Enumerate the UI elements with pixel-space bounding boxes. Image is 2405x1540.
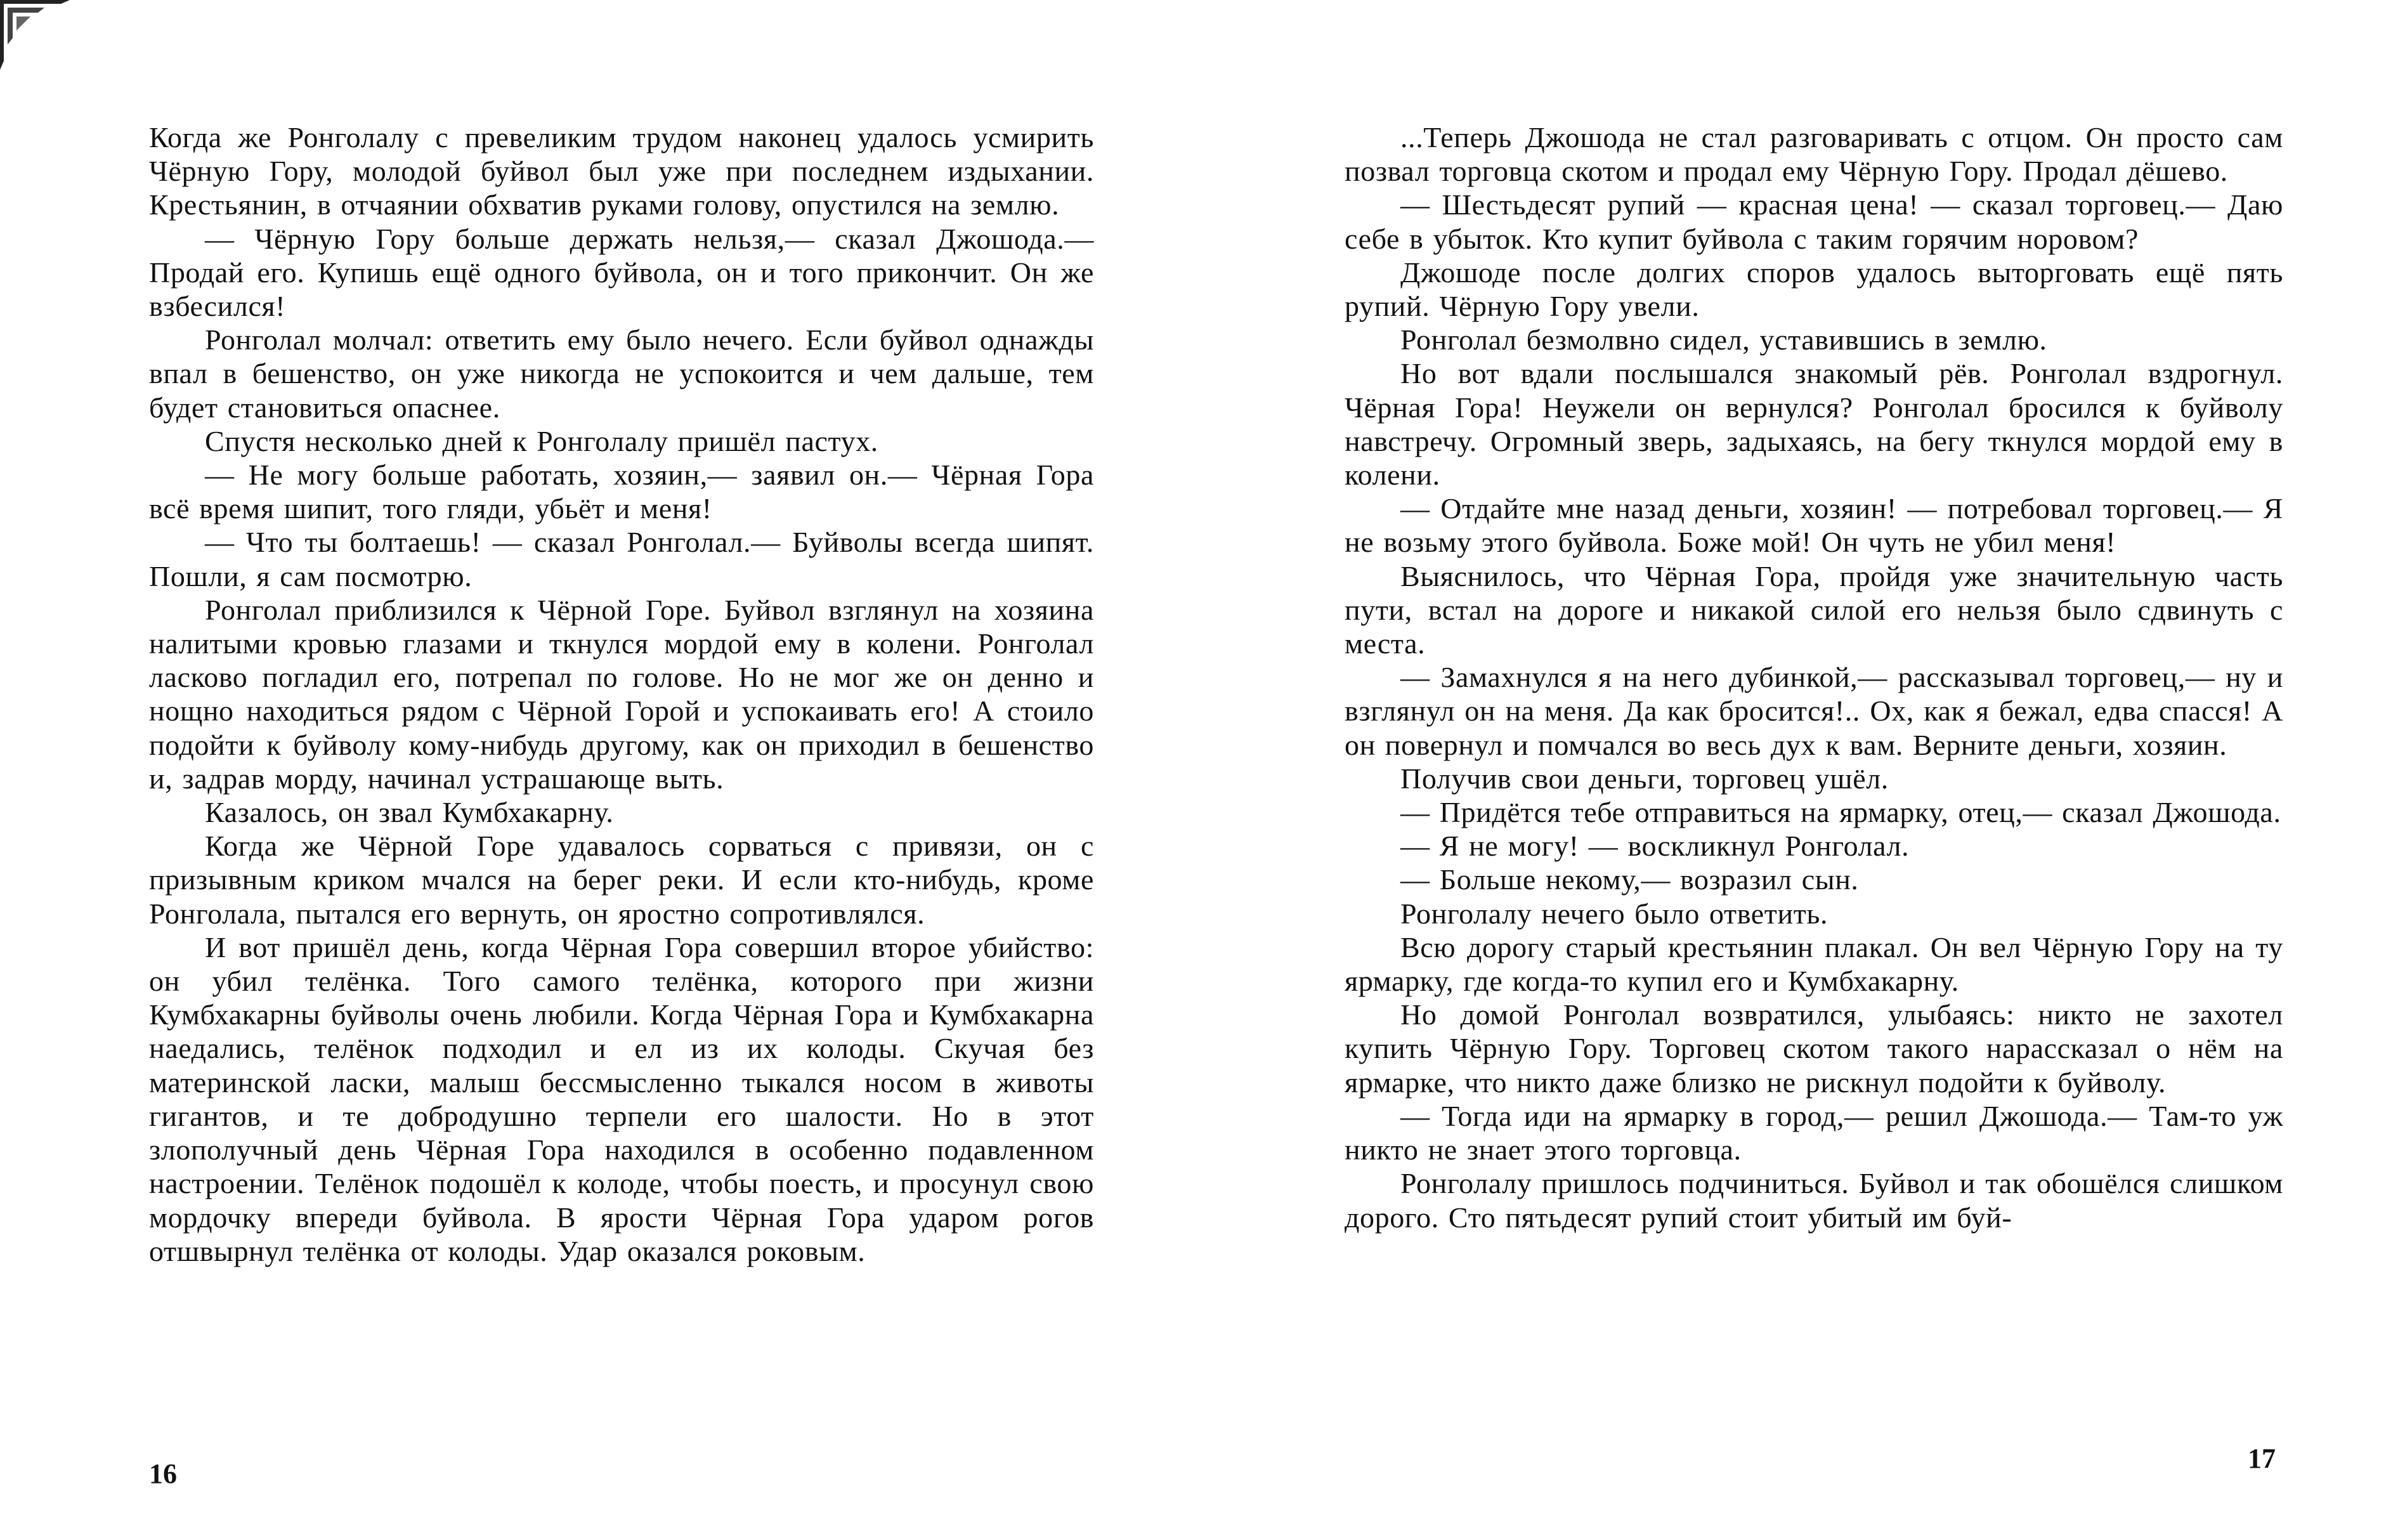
paragraph: Ронголал приблизился к Чёрной Горе. Буйвол взглянул на хозяина налитыми кровью глазами и ткнулся мордой ему в колени. Ронголал ласково погладил его, потрепал по голове. Но не мог же он денно и нощно находиться рядом с Чёрной Горой и успокаивать его! А стоило подойти к буйволу кому-нибудь другому, как он приходил в бешенство и, задрав морду, начинал устрашающе выть.	[149, 593, 1094, 795]
paragraph: Ронголалу пришлось подчиниться. Буйвол и так обошёлся слишком дорого. Сто пятьдесят рупий стоит убитый им буй-	[1345, 1167, 2283, 1234]
paragraph: — Придётся тебе отправиться на ярмарку, отец,— сказал Джошода.	[1400, 796, 2281, 829]
paragraph: Ронголалу нечего было ответить.	[1400, 897, 1828, 930]
corner-ornament	[0, 0, 70, 70]
paragraph: Получив свои деньги, торговец ушёл.	[1400, 762, 1889, 795]
paragraph: И вот пришёл день, когда Чёрная Гора совершил второе убийство: он убил телёнка. Того самого телёнка, которого при жизни Кумбхакарны буйволы очень любили. Когда Чёрная Гора и Кумбхакарна наедались, телёнок подходил и ел из их колоды. Скучая без материнской ласки, малыш бессмысленно тыкался носом в животы гигантов, и те добродушно терпели его шалости. Но в этот злополучный день Чёрная Гора находился в особенно подавленном настроении. Телёнок подошёл к колоде, чтобы поесть, и просунул свою мордочку впереди буйвола. В ярости Чёрная Гора ударом рогов отшвырнул телёнка от колоды. Удар оказался роковым.	[149, 930, 1094, 1267]
page-number-right: 17	[2248, 1443, 2276, 1474]
paragraph: — Отдайте мне назад деньги, хозяин! — потребовал торговец.— Я не возьму этого буйвола. Боже мой! Он чуть не убил меня!	[1345, 492, 2283, 559]
paragraph: — Я не могу! — воскликнул Ронголал.	[1400, 830, 1910, 863]
paragraph: Ронголал молчал: ответить ему было нечего. Если буйвол однажды впал в бешенство, он уже никогда не успокоится и чем дальше, тем будет становиться опаснее.	[149, 323, 1094, 424]
paragraph: Но домой Ронголал возвратился, улыбаясь: никто не захотел купить Чёрную Гору. Торговец скотом такого нарассказал о нём на ярмарке, что никто даже близко не рискнул подойти к буйволу.	[1345, 998, 2283, 1099]
paragraph: — Шестьдесят рупий — красная цена! — сказал торговец.— Даю себе в убыток. Кто купит буйвола с таким горячим норовом?	[1345, 188, 2283, 255]
paragraph: Ронголал безмолвно сидел, уставившись в землю.	[1400, 323, 2047, 356]
right-page	[1345, 121, 2283, 1234]
paragraph: — Замахнулся я на него дубинкой,— рассказывал торговец,— ну и взглянул он на меня. Да как бросится!.. Ох, как я бежал, едва спасся! А он повернул и помчался во весь дух к вам. Верните деньги, хозяин.	[1345, 661, 2283, 761]
paragraph: Выяснилось, что Чёрная Гора, пройдя уже значительную часть пути, встал на дороге и никакой силой его нельзя было сдвинуть с места.	[1345, 559, 2283, 660]
paragraph: — Что ты болтаешь! — сказал Ронголал.— Буйволы всегда шипят. Пошли, я сам посмотрю.	[149, 526, 1094, 592]
left-page	[149, 121, 1094, 1268]
paragraph: Казалось, он звал Кумбхакарну.	[205, 796, 614, 829]
paragraph: — Чёрную Гору больше держать нельзя,— сказал Джошода.— Продай его. Купишь ещё одного буйвола, он и того прикончит. Он же взбесился!	[149, 222, 1094, 323]
paragraph: ...Теперь Джошода не стал разговаривать с отцом. Он просто сам позвал торговца скотом и продал ему Чёрную Гору. Продал дёшево.	[1345, 121, 2283, 188]
paragraph: Джошоде после долгих споров удалось выторговать ещё пять рупий. Чёрную Гору увели.	[1345, 256, 2283, 323]
paragraph: Но вот вдали послышался знакомый рёв. Ронголал вздрогнул. Чёрная Гора! Неужели он вернулся? Ронголал бросился к буйволу навстречу. Огромный зверь, задыхаясь, на бегу ткнулся мордой ему в колени.	[1345, 357, 2283, 492]
paragraph: — Не могу больше работать, хозяин,— заявил он.— Чёрная Гора всё время шипит, того гляди, убьёт и меня!	[149, 459, 1094, 525]
paragraph: Когда же Ронголалу с превеликим трудом наконец удалось усмирить Чёрную Гору, молодой буйвол был уже при последнем издыхании. Крестьянин, в отчаянии обхватив руками голову, опустился на землю.	[149, 121, 1094, 221]
paragraph: — Тогда иди на ярмарку в город,— решил Джошода.— Там-то уж никто не знает этого торговца.	[1345, 1099, 2283, 1166]
paragraph: Спустя несколько дней к Ронголалу пришёл пастух.	[205, 424, 878, 457]
page-number-left: 16	[149, 1458, 177, 1489]
paragraph: Всю дорогу старый крестьянин плакал. Он вел Чёрную Гору на ту ярмарку, где когда-то купил его и Кумбхакарну.	[1345, 930, 2283, 998]
paragraph: — Больше некому,— возразил сын.	[1400, 863, 1859, 896]
paragraph: Когда же Чёрной Горе удавалось сорваться с привязи, он с призывным криком мчался на берег реки. И если кто-нибудь, кроме Ронголала, пытался его вернуть, он яростно сопротивлялся.	[149, 830, 1094, 930]
